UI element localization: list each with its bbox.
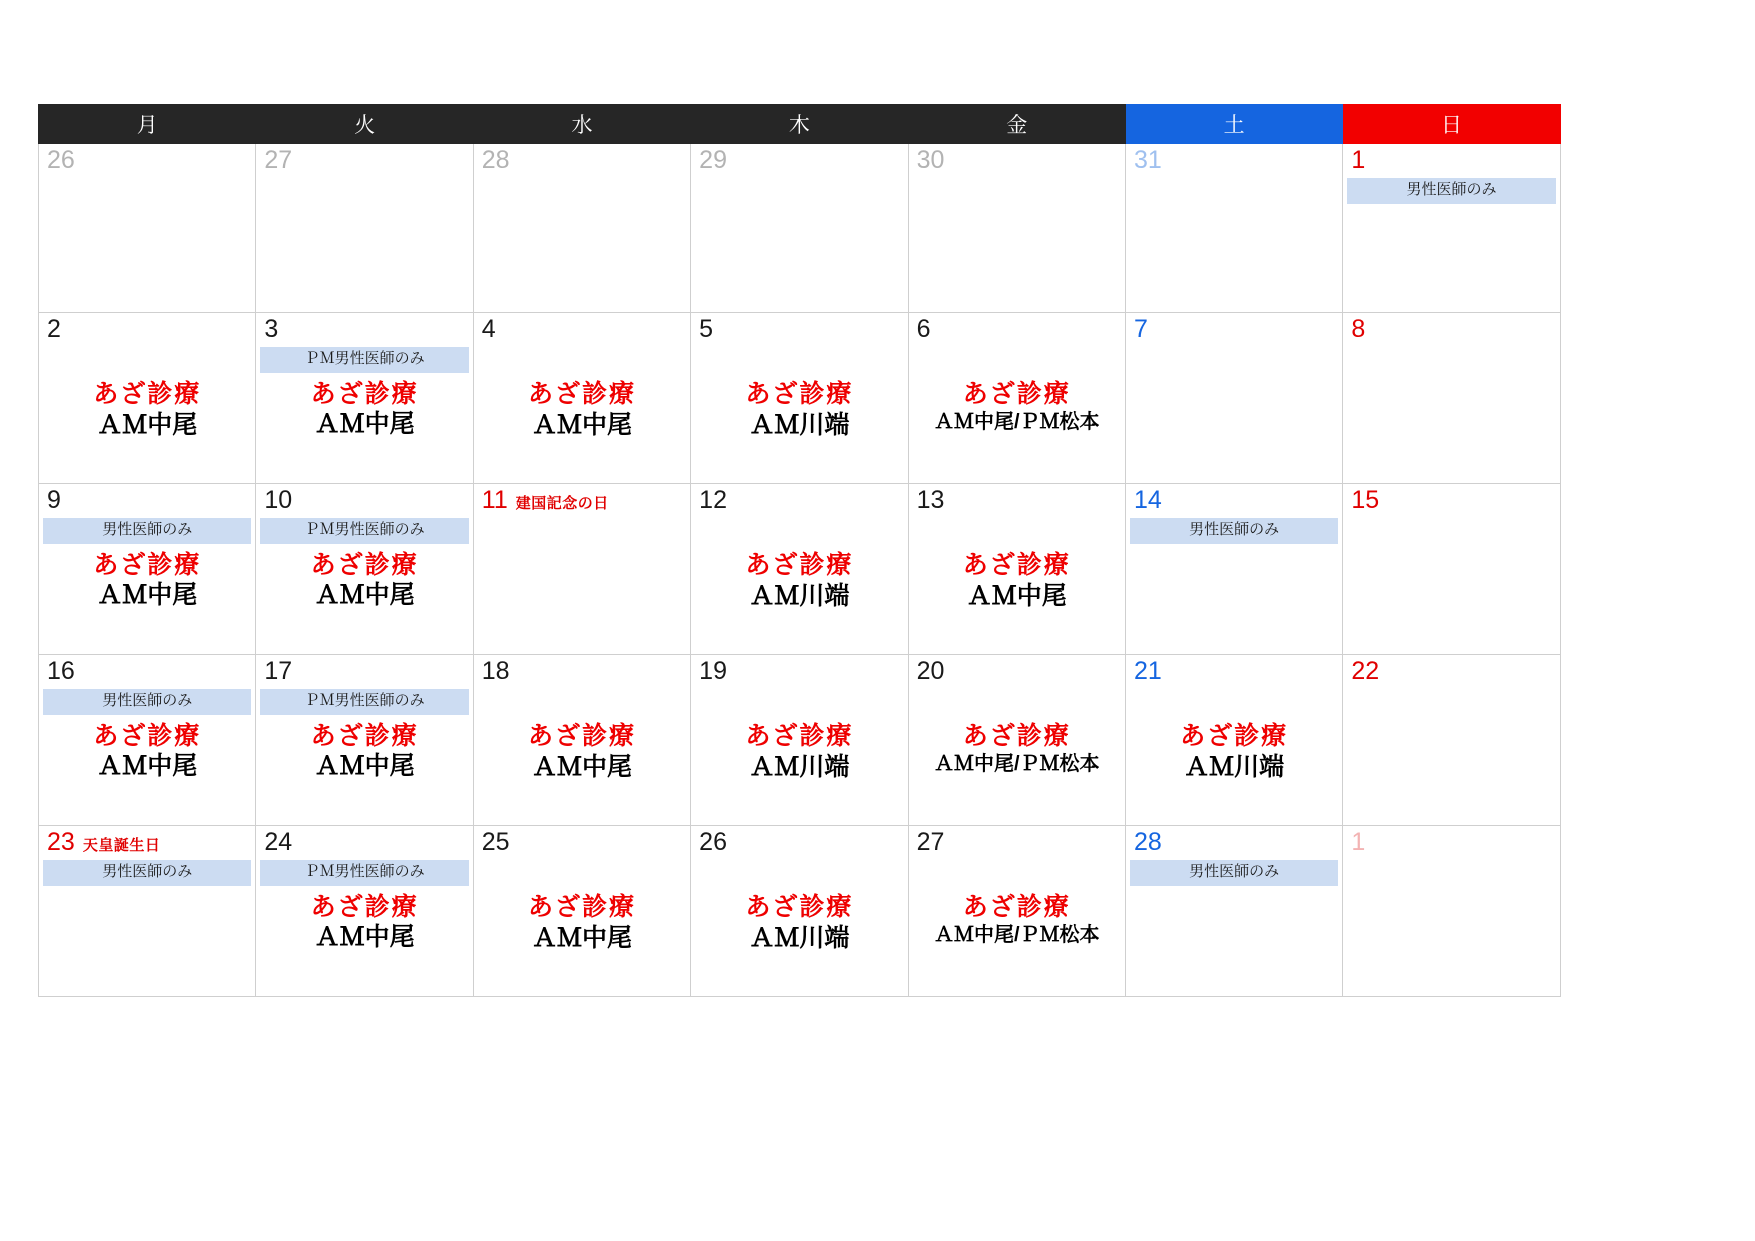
calendar-day-cell[interactable]: [908, 484, 1125, 655]
clinic-info: [909, 550, 1125, 611]
clinic-name: あざ診療: [527, 722, 636, 750]
note-spacer: [909, 860, 1125, 886]
male-doctor-note: ＰＭ男性医師のみ: [260, 347, 468, 373]
day-number: 7: [1133, 315, 1148, 343]
calendar-day-cell[interactable]: [256, 144, 473, 313]
calendar-day-cell[interactable]: [1125, 484, 1342, 655]
calendar-day-cell[interactable]: [1343, 826, 1560, 997]
doctor-name: ＡＭ中尾: [314, 752, 415, 780]
calendar-day-cell[interactable]: [1125, 144, 1342, 313]
day-number-row: [39, 313, 255, 347]
day-number: 28: [481, 146, 510, 174]
note-spacer: [474, 347, 690, 373]
clinic-name: あざ診療: [93, 380, 202, 408]
day-number-row: [909, 826, 1125, 860]
day-number: 26: [699, 828, 727, 856]
calendar-day-cell[interactable]: [39, 313, 256, 484]
clinic-name: あざ診療: [962, 893, 1071, 921]
day-number-row: [691, 313, 907, 347]
clinic-name: あざ診療: [93, 721, 202, 750]
note-spacer: [474, 689, 690, 715]
clinic-name: あざ診療: [93, 550, 202, 579]
clinic-info: [1126, 721, 1342, 782]
day-number: 22: [1351, 657, 1380, 685]
doctor-name: ＡＭ中尾/ＰＭ松本: [933, 923, 1100, 946]
day-number-row: [909, 484, 1125, 518]
day-number-row: [909, 144, 1125, 178]
doctor-name: ＡＭ中尾: [531, 923, 632, 952]
weekday-header-2: 水: [473, 105, 690, 144]
male-doctor-note: 男性医師のみ: [43, 860, 251, 886]
calendar-day-cell[interactable]: [39, 484, 256, 655]
doctor-name: ＡＭ中尾: [966, 581, 1067, 610]
day-number-row: [1343, 144, 1559, 178]
day-number-row: [691, 484, 907, 518]
calendar-day-cell[interactable]: [691, 826, 908, 997]
day-number-row: [691, 826, 907, 860]
calendar-day-cell[interactable]: [39, 144, 256, 313]
weekday-header-5: 土: [1125, 105, 1342, 144]
day-number: 5: [699, 315, 714, 343]
day-number-row: [39, 484, 255, 518]
weekday-header-6: 日: [1343, 105, 1560, 144]
day-number-row: [39, 826, 255, 860]
doctor-name: ＡＭ中尾: [314, 923, 415, 951]
male-doctor-note: 男性医師のみ: [1347, 178, 1555, 204]
calendar-day-cell[interactable]: [256, 313, 473, 484]
day-number: 12: [699, 486, 727, 514]
doctor-name: ＡＭ川端: [749, 581, 850, 610]
calendar-day-cell[interactable]: [908, 144, 1125, 313]
calendar-day-cell[interactable]: [473, 484, 690, 655]
note-spacer: [691, 518, 907, 544]
clinic-info: [39, 379, 255, 440]
day-number-row: [1343, 655, 1559, 689]
calendar-day-cell[interactable]: [256, 655, 473, 826]
calendar-day-cell[interactable]: [39, 655, 256, 826]
calendar-week-row: [39, 313, 1561, 484]
male-doctor-note: ＰＭ男性医師のみ: [260, 689, 468, 715]
day-number: 25: [481, 828, 510, 856]
day-number-row: [1126, 655, 1342, 689]
note-spacer: [691, 689, 907, 715]
calendar-body: [39, 144, 1561, 997]
day-number-row: [474, 655, 690, 689]
calendar-container: [38, 104, 1560, 997]
male-doctor-note: ＰＭ男性医師のみ: [260, 518, 468, 544]
day-number: 6: [916, 315, 931, 343]
clinic-name: あざ診療: [310, 892, 419, 921]
note-spacer: [909, 518, 1125, 544]
day-number: 31: [1133, 146, 1162, 174]
doctor-name: ＡＭ中尾: [97, 581, 198, 609]
calendar-day-cell[interactable]: [473, 144, 690, 313]
day-number-row: [1343, 313, 1559, 347]
day-number-row: [1126, 826, 1342, 860]
note-spacer: [691, 347, 907, 373]
day-number-row: [909, 313, 1125, 347]
doctor-name: ＡＭ中尾: [531, 752, 632, 781]
note-spacer: [474, 860, 690, 886]
calendar-day-cell[interactable]: [473, 826, 690, 997]
day-number-row: [256, 826, 472, 860]
holiday-label: 建国記念の日: [515, 495, 609, 512]
note-spacer: [909, 689, 1125, 715]
weekday-header-3: 木: [691, 105, 908, 144]
calendar-day-cell[interactable]: [1343, 655, 1560, 826]
clinic-info: [474, 721, 690, 782]
day-number-row: [256, 484, 472, 518]
clinic-name: あざ診療: [527, 380, 636, 408]
day-number: 27: [916, 828, 945, 856]
calendar-day-cell[interactable]: [1343, 313, 1560, 484]
day-number: 16: [47, 657, 75, 685]
day-number-row: [474, 313, 690, 347]
calendar-day-cell[interactable]: [256, 826, 473, 997]
day-number-row: [256, 313, 472, 347]
calendar-table: [38, 104, 1561, 997]
day-number: 19: [699, 657, 727, 685]
day-number: 26: [47, 146, 75, 174]
doctor-name: ＡＭ川端: [749, 923, 850, 952]
calendar-day-cell[interactable]: [908, 655, 1125, 826]
calendar-day-cell[interactable]: [1125, 313, 1342, 484]
clinic-name: あざ診療: [745, 893, 854, 921]
day-number-row: [1126, 484, 1342, 518]
doctor-name: ＡＭ中尾: [97, 752, 198, 780]
day-number: 2: [47, 315, 61, 343]
day-number-row: [1126, 313, 1342, 347]
clinic-info: [39, 721, 255, 782]
male-doctor-note: 男性医師のみ: [43, 518, 251, 544]
calendar-day-cell[interactable]: [39, 826, 256, 997]
weekday-header-0: 月: [39, 105, 256, 144]
note-spacer: [1126, 689, 1342, 715]
day-number: 21: [1133, 657, 1162, 685]
calendar-day-cell[interactable]: [691, 313, 908, 484]
clinic-name: あざ診療: [745, 551, 854, 579]
day-number: 11: [481, 486, 508, 514]
day-number: 1: [1351, 146, 1366, 174]
day-number: 10: [264, 486, 293, 514]
doctor-name: ＡＭ川端: [1184, 752, 1285, 781]
doctor-name: ＡＭ中尾: [531, 410, 632, 439]
male-doctor-note: 男性医師のみ: [1130, 860, 1338, 886]
day-number: 17: [264, 657, 293, 685]
day-number: 9: [47, 486, 61, 514]
clinic-info: [39, 550, 255, 611]
clinic-info: [474, 892, 690, 953]
clinic-name: あざ診療: [310, 379, 419, 408]
day-number: 23: [47, 828, 75, 856]
day-number-row: [474, 144, 690, 178]
calendar-day-cell[interactable]: [1343, 144, 1560, 313]
clinic-name: あざ診療: [745, 380, 854, 408]
clinic-info: [691, 550, 907, 611]
day-number-row: [474, 484, 690, 518]
day-number-row: [1343, 826, 1559, 860]
calendar-day-cell[interactable]: [473, 655, 690, 826]
day-number: 13: [916, 486, 945, 514]
clinic-info: [691, 892, 907, 953]
male-doctor-note: 男性医師のみ: [43, 689, 251, 715]
day-number-row: [39, 655, 255, 689]
day-number: 4: [481, 315, 496, 343]
clinic-name: あざ診療: [745, 722, 854, 750]
clinic-name: あざ診療: [962, 380, 1071, 408]
day-number-row: [39, 144, 255, 178]
weekday-header-1: 火: [256, 105, 473, 144]
day-number: 29: [699, 146, 727, 174]
doctor-name: ＡＭ川端: [749, 752, 850, 781]
clinic-name: あざ診療: [310, 721, 419, 750]
calendar-day-cell[interactable]: [691, 484, 908, 655]
calendar-day-cell[interactable]: [1125, 826, 1342, 997]
day-number: 8: [1351, 315, 1366, 343]
day-number: 28: [1133, 828, 1162, 856]
day-number: 3: [264, 315, 279, 343]
clinic-info: [909, 721, 1125, 776]
calendar-week-row: [39, 826, 1561, 997]
day-number: 14: [1133, 486, 1162, 514]
clinic-info: [474, 379, 690, 440]
doctor-name: ＡＭ中尾: [97, 410, 198, 439]
weekday-header-4: 金: [908, 105, 1125, 144]
calendar-day-cell[interactable]: [473, 313, 690, 484]
calendar-week-row: [39, 655, 1561, 826]
clinic-info: [256, 550, 472, 611]
day-number: 20: [916, 657, 945, 685]
day-number: 15: [1351, 486, 1380, 514]
day-number-row: [1126, 144, 1342, 178]
note-spacer: [39, 347, 255, 373]
note-spacer: [909, 347, 1125, 373]
clinic-info: [909, 892, 1125, 947]
clinic-info: [691, 379, 907, 440]
day-number: 24: [264, 828, 293, 856]
day-number-row: [256, 144, 472, 178]
calendar-day-cell[interactable]: [1343, 484, 1560, 655]
clinic-info: [909, 379, 1125, 434]
day-number-row: [909, 655, 1125, 689]
clinic-info: [256, 379, 472, 440]
day-number: 27: [264, 146, 293, 174]
calendar-day-cell[interactable]: [908, 826, 1125, 997]
day-number-row: [1343, 484, 1559, 518]
calendar-week-row: [39, 144, 1561, 313]
clinic-name: あざ診療: [962, 722, 1071, 750]
calendar-header-row: [39, 105, 1561, 144]
clinic-name: あざ診療: [962, 551, 1071, 579]
day-number-row: [256, 655, 472, 689]
clinic-name: あざ診療: [310, 550, 419, 579]
doctor-name: ＡＭ中尾: [314, 581, 415, 609]
male-doctor-note: ＰＭ男性医師のみ: [260, 860, 468, 886]
doctor-name: ＡＭ中尾: [314, 410, 415, 438]
doctor-name: ＡＭ中尾/ＰＭ松本: [933, 752, 1100, 775]
doctor-name: ＡＭ中尾/ＰＭ松本: [933, 410, 1100, 433]
calendar-day-cell[interactable]: [1125, 655, 1342, 826]
note-spacer: [691, 860, 907, 886]
clinic-info: [256, 721, 472, 782]
day-number: 30: [916, 146, 945, 174]
day-number-row: [691, 655, 907, 689]
clinic-name: あざ診療: [1180, 722, 1289, 750]
day-number: 1: [1351, 828, 1366, 856]
calendar-week-row: [39, 484, 1561, 655]
doctor-name: ＡＭ川端: [749, 410, 850, 439]
calendar-day-cell[interactable]: [908, 313, 1125, 484]
day-number-row: [691, 144, 907, 178]
calendar-day-cell[interactable]: [691, 655, 908, 826]
holiday-label: 天皇誕生日: [82, 837, 161, 854]
day-number-row: [474, 826, 690, 860]
clinic-name: あざ診療: [527, 893, 636, 921]
calendar-day-cell[interactable]: [256, 484, 473, 655]
day-number: 18: [481, 657, 510, 685]
calendar-day-cell[interactable]: [691, 144, 908, 313]
clinic-info: [691, 721, 907, 782]
clinic-info: [256, 892, 472, 953]
male-doctor-note: 男性医師のみ: [1130, 518, 1338, 544]
